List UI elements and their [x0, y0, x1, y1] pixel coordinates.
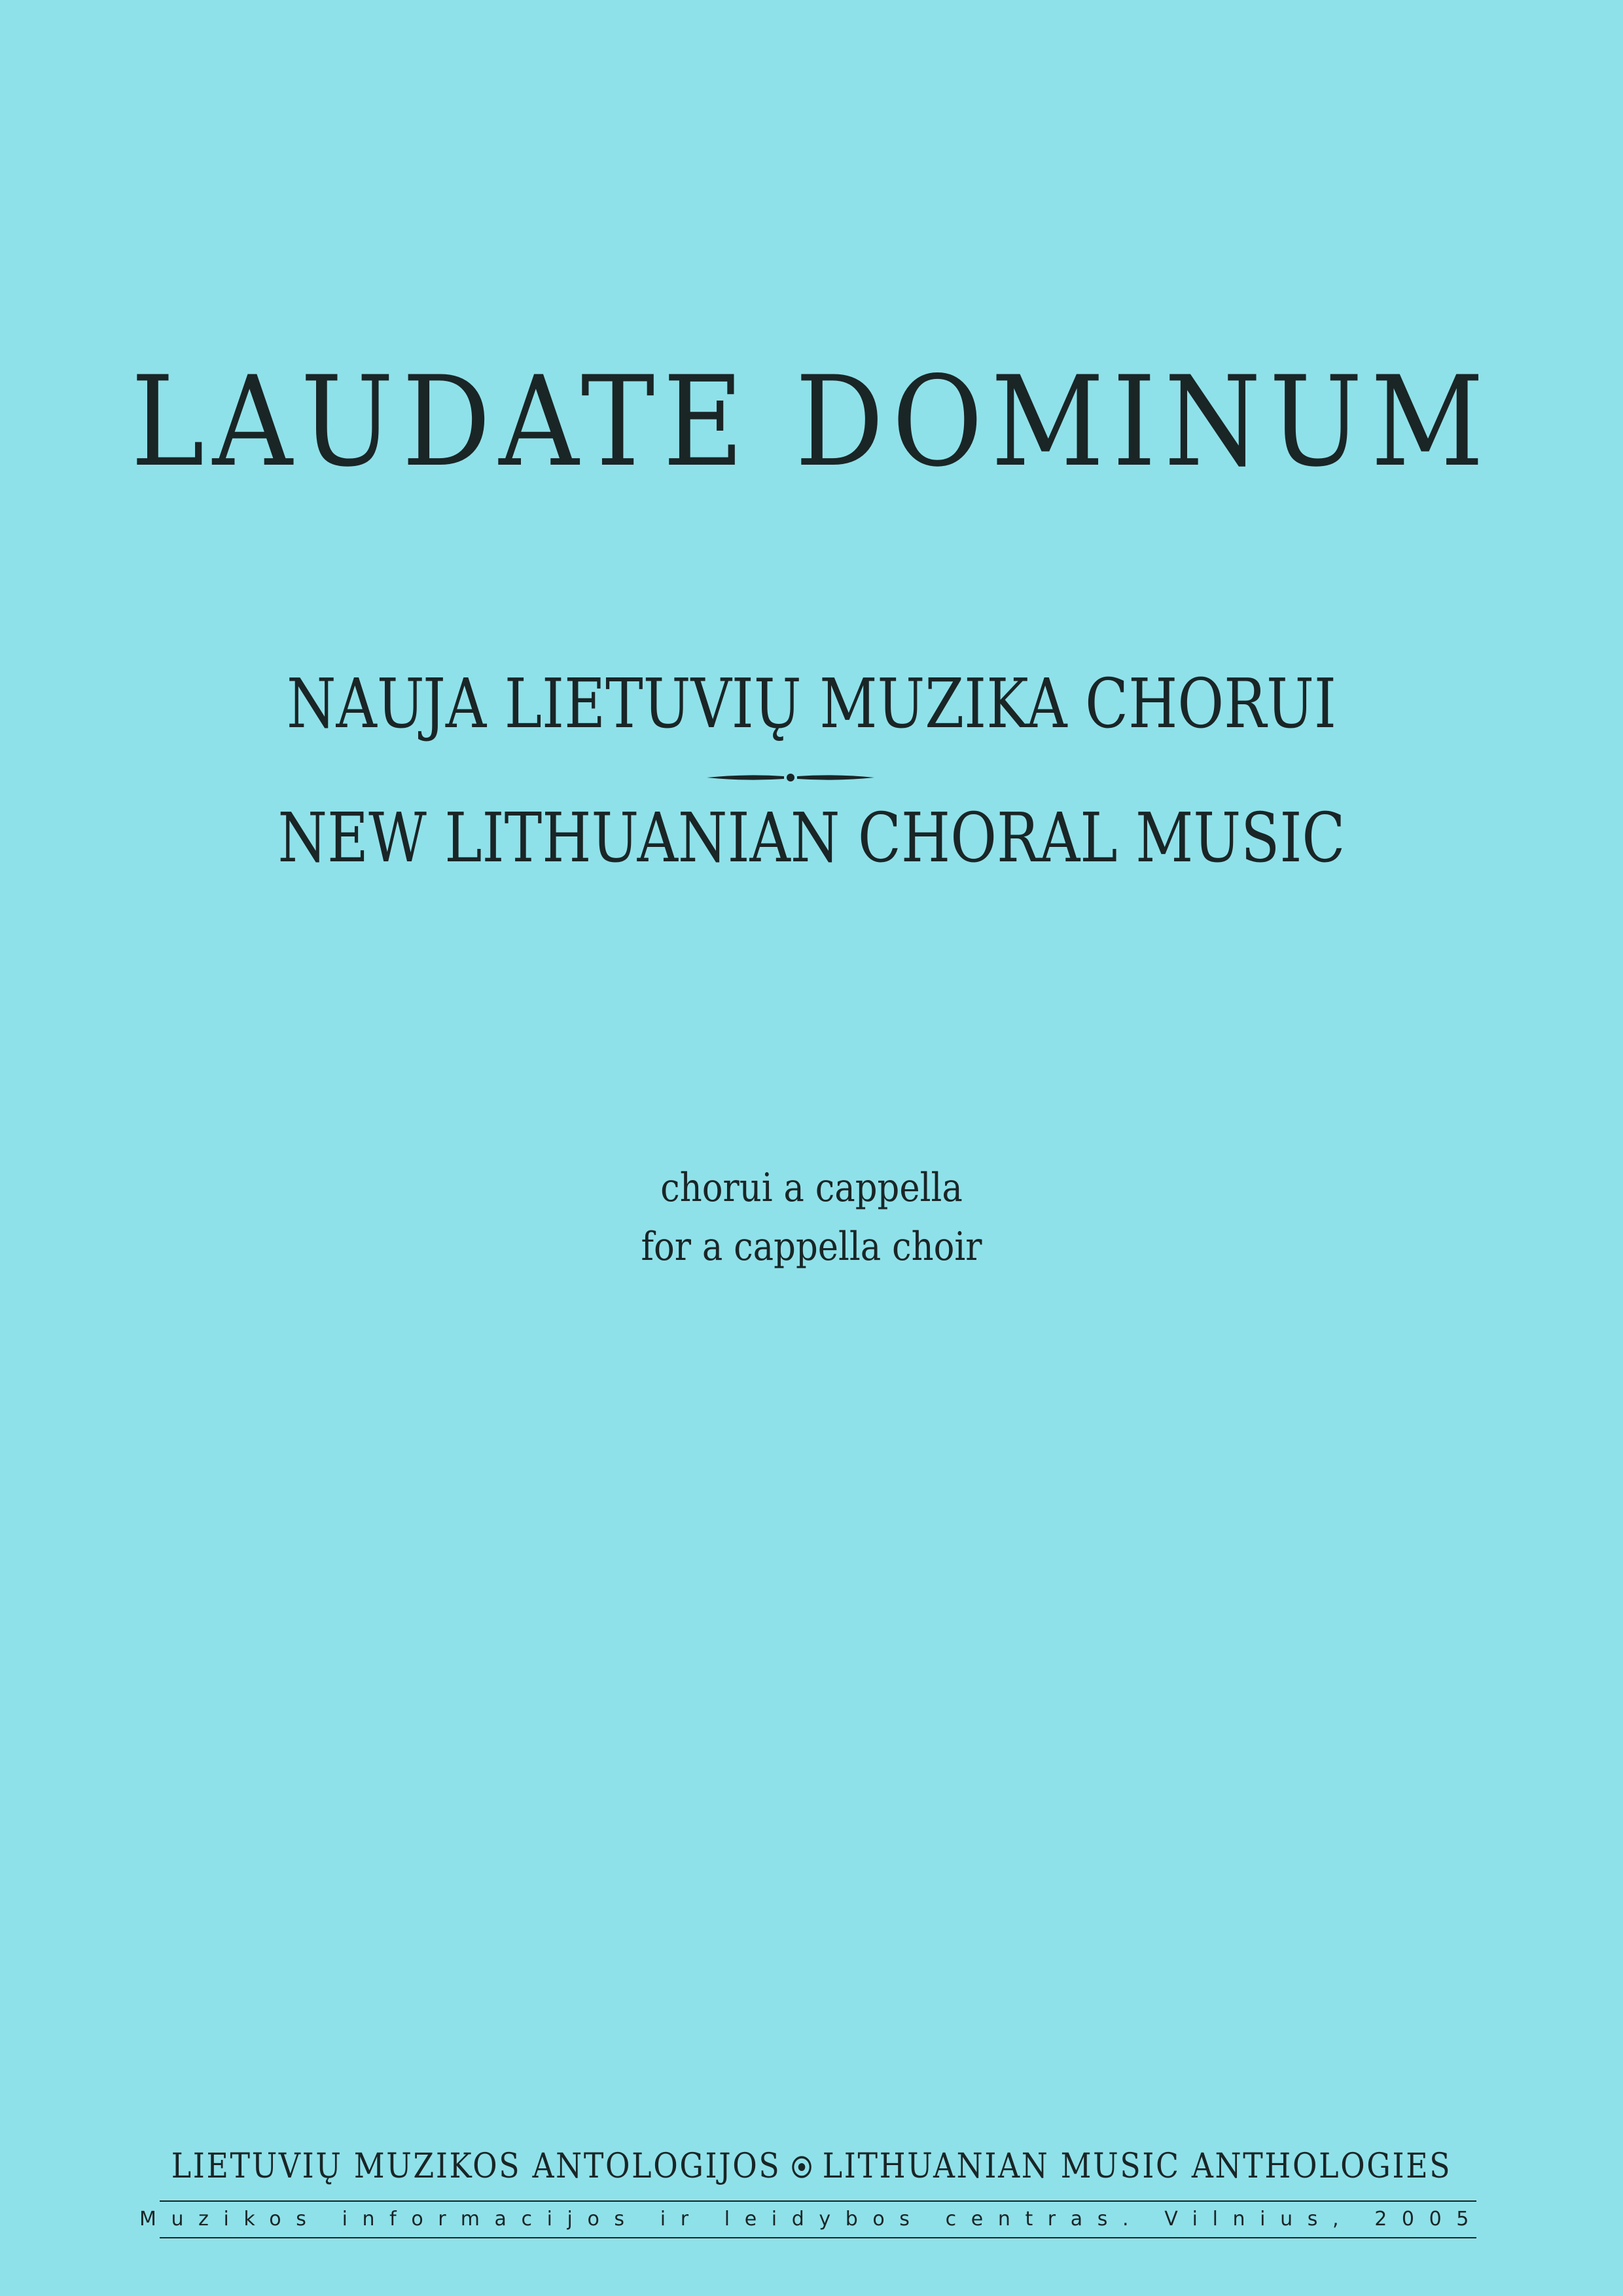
series-english: LITHUANIAN MUSIC ANTHOLOGIES — [822, 2147, 1452, 2186]
rule-top — [160, 2200, 1476, 2202]
series-line — [98, 2144, 1525, 2189]
publisher-line: Muzikos informacijos ir leidybos centras. Vilnius, 2005 — [139, 2208, 1484, 2231]
series-lithuanian: LIETUVIŲ MUZIKOS ANTOLOGIJOS — [171, 2147, 781, 2186]
cover-title: LAUDATE DOMINUM — [130, 350, 1493, 494]
voicing-english: for a cappella choir — [641, 1224, 982, 1270]
voicing-lithuanian: chorui a cappella — [660, 1165, 963, 1211]
dot-circle-icon — [791, 2155, 812, 2179]
subtitle-english: NEW LITHUANIAN CHORAL MUSIC — [277, 798, 1346, 878]
rule-bottom — [160, 2237, 1476, 2238]
divider-ornament-icon — [707, 764, 874, 791]
subtitle-lithuanian: NAUJA LIETUVIŲ MUZIKA CHORUI — [287, 664, 1336, 744]
